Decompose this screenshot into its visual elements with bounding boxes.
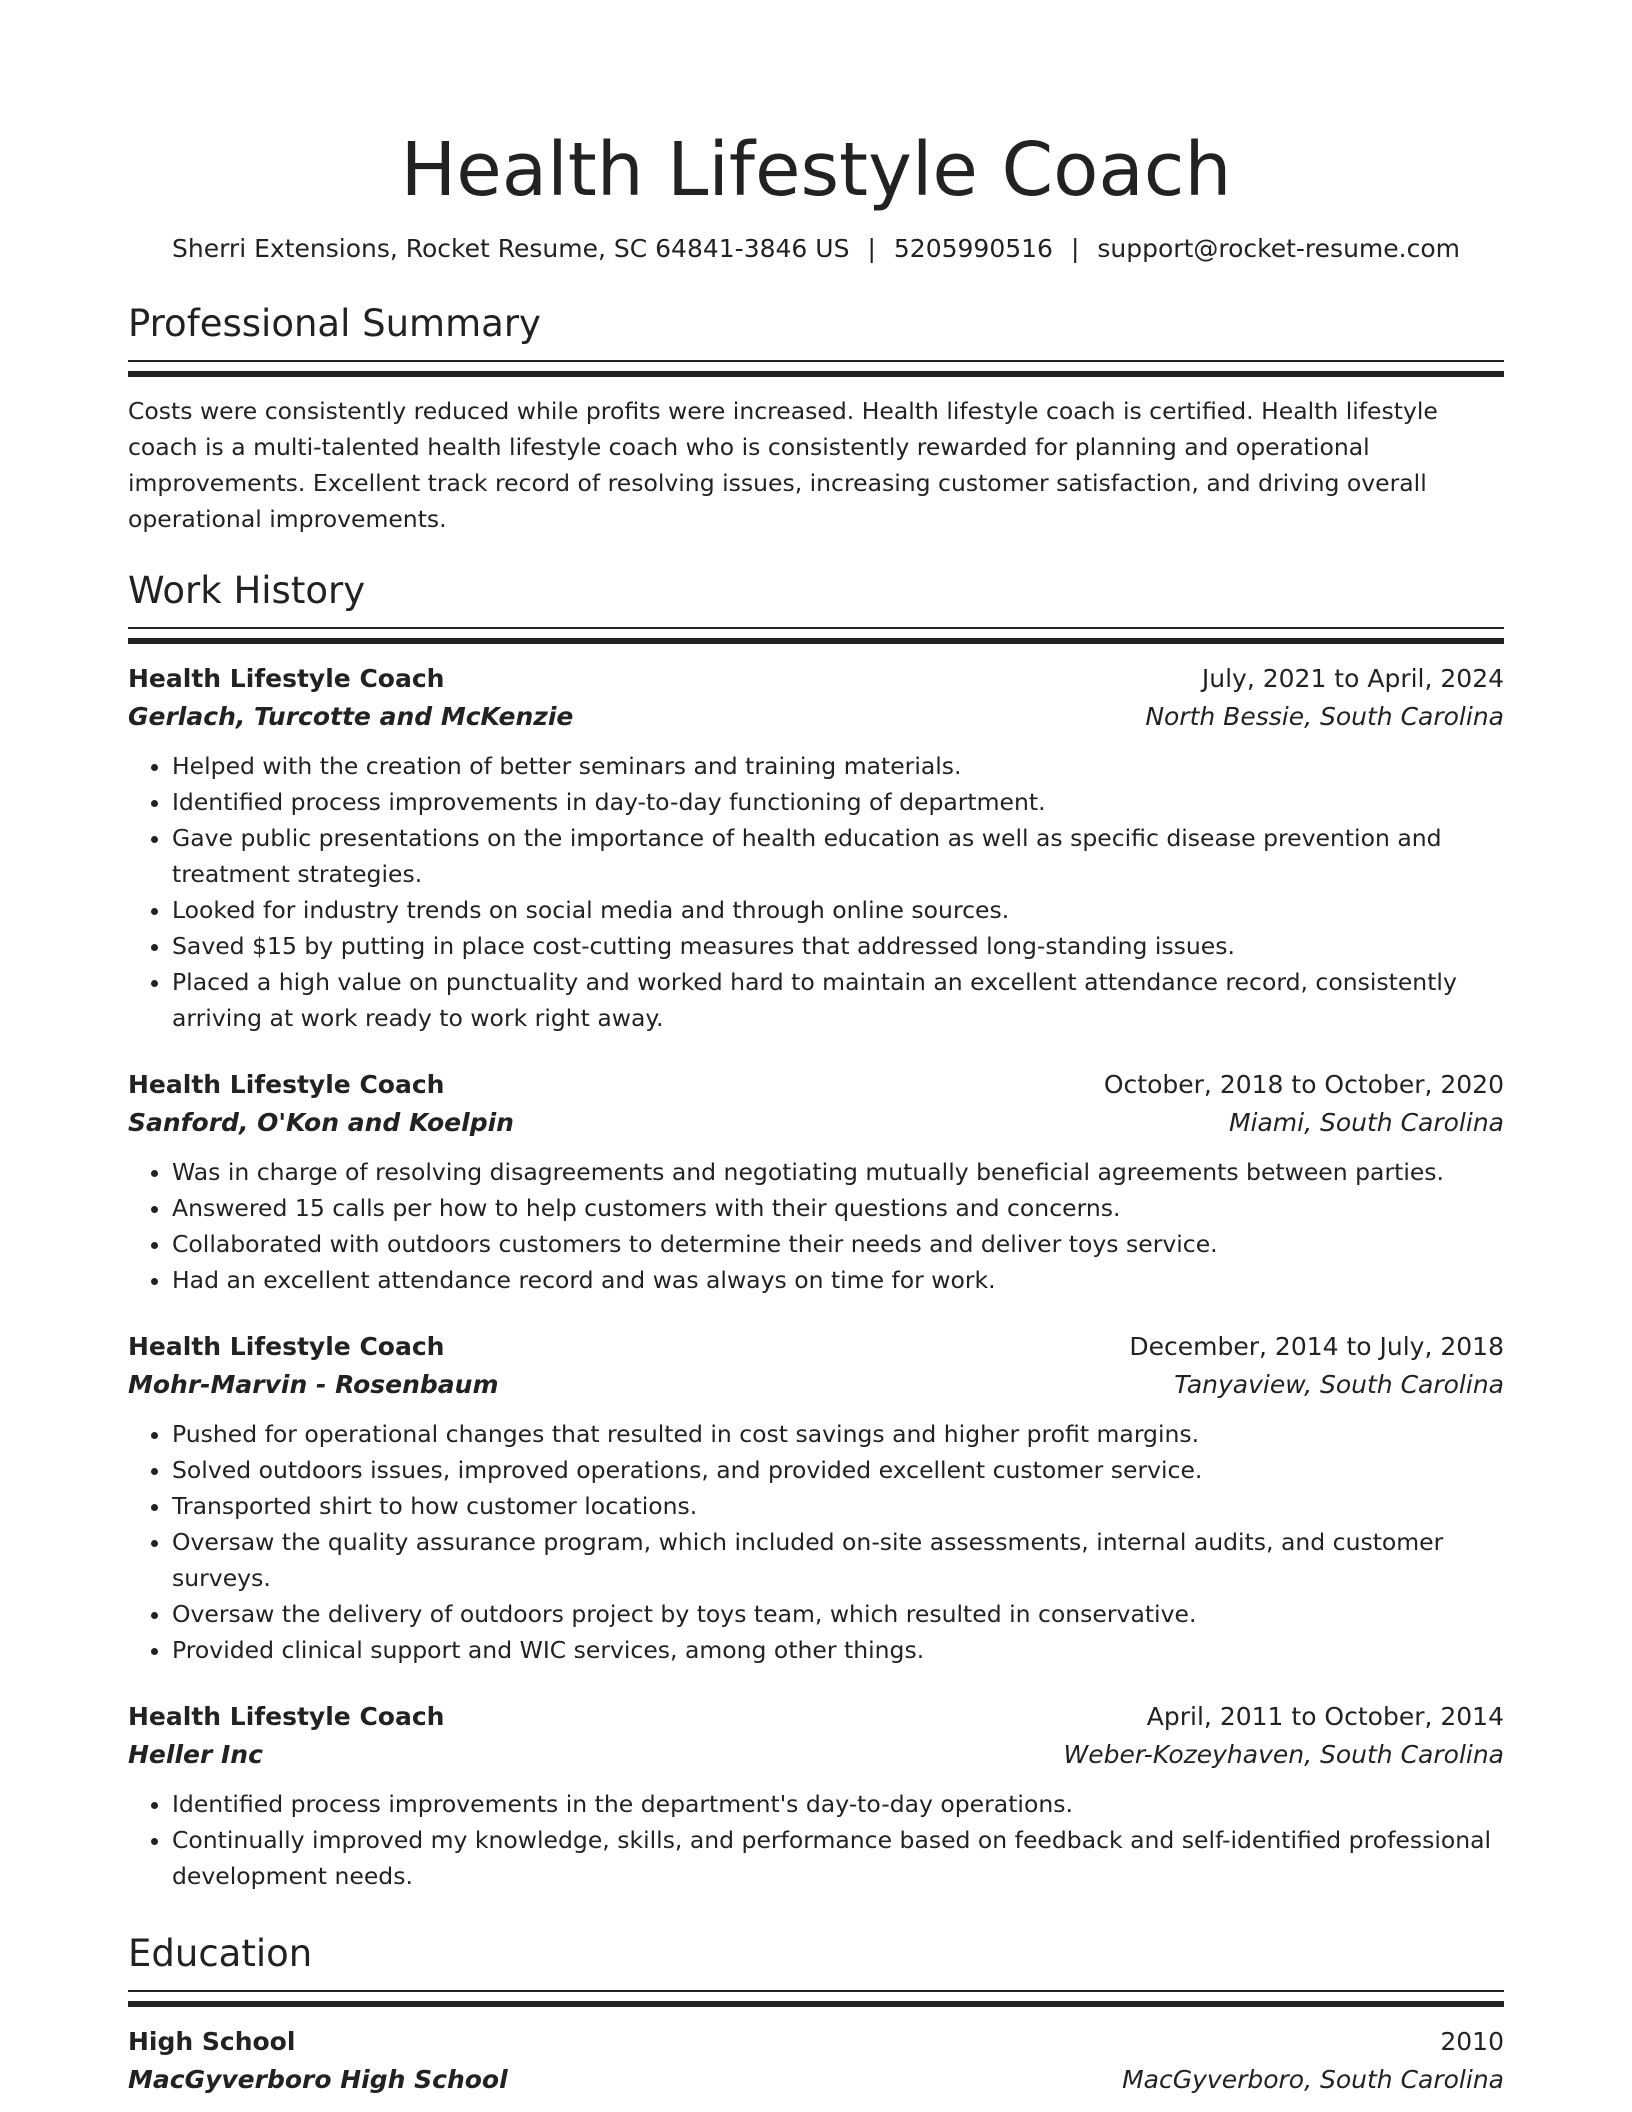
bullet-item: • Oversaw the delivery of outdoors project by toys team, which resulted in conservative. <box>172 1596 1504 1632</box>
education-year: 2010 <box>1440 2027 1504 2056</box>
job-location: Miami, South Carolina <box>1228 1108 1504 1137</box>
section-heading-education: Education <box>128 1932 313 1975</box>
job-dates: April, 2011 to October, 2014 <box>1146 1702 1504 1731</box>
education-degree: High School <box>128 2027 296 2056</box>
bullet-item: • Oversaw the quality assurance program, which included on-site assessments, internal audits, and customer surveys. <box>172 1524 1504 1596</box>
bullet-item: • Identified process improvements in the department's day-to-day operations. <box>172 1786 1504 1822</box>
bullet-item: • Collaborated with outdoors customers to determine their needs and deliver toys service. <box>172 1226 1504 1262</box>
job-title: Health Lifestyle Coach <box>128 1702 445 1731</box>
bullet-item: • Solved outdoors issues, improved operations, and provided excellent customer service. <box>172 1452 1504 1488</box>
section-divider <box>128 627 1504 644</box>
section-divider <box>128 1990 1504 2007</box>
job-company: Mohr-Marvin - Rosenbaum <box>128 1370 499 1399</box>
bullet-item: • Looked for industry trends on social media and through online sources. <box>172 892 1504 928</box>
bullet-item: • Continually improved my knowledge, skills, and performance based on feedback and self-identified professional development needs. <box>172 1822 1504 1894</box>
job-bullets <box>128 748 1504 1036</box>
bullet-item: • Helped with the creation of better seminars and training materials. <box>172 748 1504 784</box>
education-section <box>128 1930 1504 2099</box>
contact-line <box>128 232 1504 266</box>
section-heading-work: Work History <box>128 569 366 612</box>
bullet-item: • Transported shirt to how customer locations. <box>172 1488 1504 1524</box>
job-dates: July, 2021 to April, 2024 <box>1201 664 1504 693</box>
work-history-section <box>128 567 1504 1894</box>
section-divider <box>128 360 1504 377</box>
education-location: MacGyverboro, South Carolina <box>1122 2065 1504 2094</box>
education-school: MacGyverboro High School <box>128 2065 508 2094</box>
summary-text: Costs were consistently reduced while profits were increased. Health lifestyle coach is certified. Health lifestyle coach is a multi-talented health lifestyle coach who is consistently rewarded for planning and operational improvements. Excellent track record of resolving issues, increasing customer satisfaction, and driving overall operational improvements. <box>128 397 1438 533</box>
job-location: Weber-Kozeyhaven, South Carolina <box>1063 1740 1504 1769</box>
job-entry <box>128 660 1504 1036</box>
bullet-item: • Pushed for operational changes that resulted in cost savings and higher profit margins. <box>172 1416 1504 1452</box>
job-dates: October, 2018 to October, 2020 <box>1103 1070 1504 1099</box>
bullet-item: • Identified process improvements in day-to-day functioning of department. <box>172 784 1504 820</box>
job-location: North Bessie, South Carolina <box>1145 702 1504 731</box>
contact-phone: 5205990516 <box>893 234 1053 263</box>
contact-email: support@rocket-resume.com <box>1097 234 1460 263</box>
job-location: Tanyaview, South Carolina <box>1174 1370 1504 1399</box>
job-bullets <box>128 1416 1504 1668</box>
job-entry <box>128 1066 1504 1298</box>
resume-title: Health Lifestyle Coach <box>400 127 1232 213</box>
bullet-item: • Placed a high value on punctuality and worked hard to maintain an excellent attendance record, consistently arriving at work ready to work right away. <box>172 964 1504 1036</box>
bullet-item: • Was in charge of resolving disagreements and negotiating mutually beneficial agreements between parties. <box>172 1154 1504 1190</box>
contact-address: Sherri Extensions, Rocket Resume, SC 64841-3846 US <box>172 234 850 263</box>
education-entry <box>128 2023 1504 2099</box>
job-title: Health Lifestyle Coach <box>128 664 445 693</box>
job-entry <box>128 1698 1504 1894</box>
job-entry <box>128 1328 1504 1668</box>
contact-separator: | <box>867 234 876 263</box>
job-company: Heller Inc <box>128 1740 263 1769</box>
job-company: Gerlach, Turcotte and McKenzie <box>128 702 574 731</box>
job-dates: December, 2014 to July, 2018 <box>1129 1332 1504 1361</box>
section-heading-summary: Professional Summary <box>128 302 541 345</box>
bullet-item: • Had an excellent attendance record and was always on time for work. <box>172 1262 1504 1298</box>
summary-section <box>128 300 1504 537</box>
bullet-item: • Answered 15 calls per how to help customers with their questions and concerns. <box>172 1190 1504 1226</box>
bullet-item: • Gave public presentations on the importance of health education as well as specific disease prevention and treatment strategies. <box>172 820 1504 892</box>
job-title: Health Lifestyle Coach <box>128 1332 445 1361</box>
job-company: Sanford, O'Kon and Koelpin <box>128 1108 514 1137</box>
bullet-item: • Saved $15 by putting in place cost-cutting measures that addressed long-standing issues. <box>172 928 1504 964</box>
contact-separator: | <box>1070 234 1080 263</box>
job-bullets <box>128 1154 1504 1298</box>
bullet-item: • Provided clinical support and WIC services, among other things. <box>172 1632 1504 1668</box>
job-title: Health Lifestyle Coach <box>128 1070 445 1099</box>
job-bullets <box>128 1786 1504 1894</box>
